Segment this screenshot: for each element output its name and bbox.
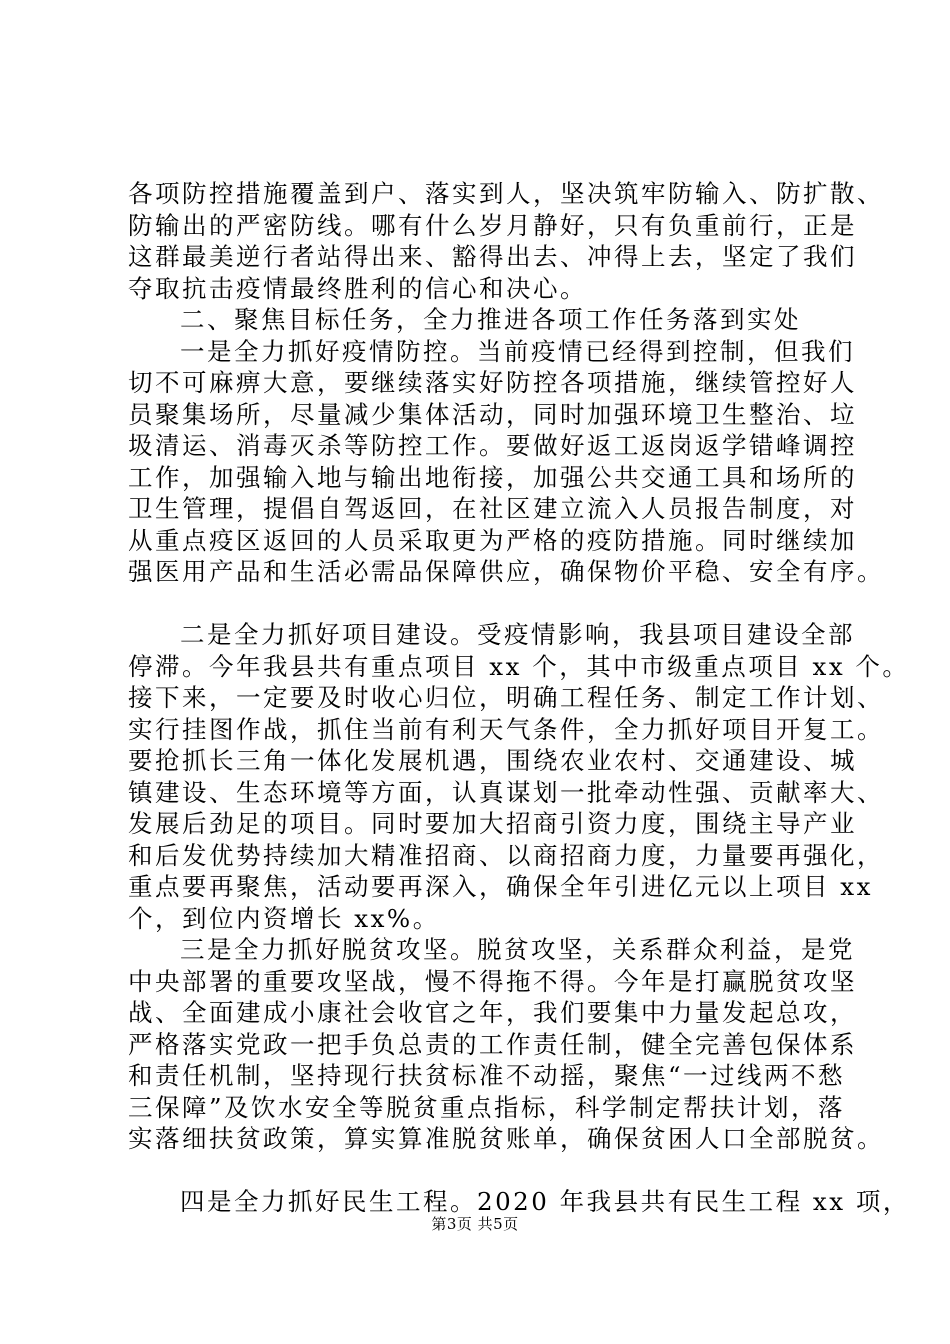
paragraph xyxy=(128,966,884,1155)
text-line: 实行挂图作战，抓住当前有利天气条件，全力抓好项目开复工。 xyxy=(128,714,884,744)
text-line: 圾清运、消毒灭杀等防控工作。要做好返工返岗返学错峰调控 xyxy=(128,431,857,460)
page-footer xyxy=(0,1213,950,1234)
text-line: 和后发优势持续加大精准招商、以商招商力度，力量要再强化， xyxy=(128,840,884,870)
document-body xyxy=(128,178,910,1218)
page-indicator: 第3页 共5页 xyxy=(431,1215,519,1233)
text-line: 和责任机制，坚持现行扶贫标准不动摇，聚焦“一过线两不愁 xyxy=(128,1061,846,1090)
paragraph-gap xyxy=(128,1155,830,1187)
paragraph xyxy=(128,934,855,966)
text-line: 接下来，一定要及时收心归位，明确工程任务、制定工作计划、 xyxy=(128,683,884,712)
text-line: 严格落实党政一把手负总责的工作责任制，健全完善包保体系 xyxy=(128,1029,857,1059)
paragraph xyxy=(128,619,855,651)
text-line: 镇建设、生态环境等方面，认真谋划一批牵动性强、贡献率大、 xyxy=(128,777,884,807)
text-line: 夺取抗击疫情最终胜利的信心和决心。 xyxy=(128,273,587,303)
text-line: 从重点疫区返回的人员采取更为严格的疫防措施。同时继续加 xyxy=(128,525,857,555)
text-line: 要抢抓长三角一体化发展机遇，围绕农业农村、交通建设、城 xyxy=(128,746,857,775)
text-line: 员聚集场所，尽量减少集体活动，同时加强环境卫生整治、垃 xyxy=(128,399,857,429)
text-line: 卫生管理，提倡自驾返回，在社区建立流入人员报告制度，对 xyxy=(128,494,857,523)
text-line: 三是全力抓好脱贫攻坚。脱贫攻坚，关系群众利益，是党 xyxy=(180,935,855,964)
text-line: 各项防控措施覆盖到户、落实到人，坚决筑牢防输入、防扩散、 xyxy=(128,179,884,208)
text-line: 中央部署的重要攻坚战，慢不得拖不得。今年是打赢脱贫攻坚 xyxy=(128,966,857,996)
paragraph-gap xyxy=(128,588,830,620)
text-line: 三保障”及饮水安全等脱贫重点指标，科学制定帮扶计划，落 xyxy=(128,1092,846,1122)
text-line: 二是全力抓好项目建设。受疫情影响，我县项目建设全部 xyxy=(180,620,855,649)
text-line: 二、聚焦目标任务，全力推进各项工作任务落到实处 xyxy=(180,305,801,334)
paragraph xyxy=(128,367,884,588)
text-line: 实落细扶贫政策，算实算准脱贫账单，确保贫困人口全部脱贫。 xyxy=(128,1124,884,1153)
text-line: 切不可麻痹大意，要继续落实好防控各项措施，继续管控好人 xyxy=(128,368,857,397)
text-line: 强医用产品和生活必需品保障供应，确保物价平稳、安全有序。 xyxy=(128,557,884,586)
text-line: 四是全力抓好民生工程。2020 年我县共有民生工程 xx 项， xyxy=(180,1187,910,1216)
text-line: 防输出的严密防线。哪有什么岁月静好，只有负重前行，正是 xyxy=(128,210,857,240)
paragraph xyxy=(128,304,830,336)
text-line: 个，到位内资增长 xx%。 xyxy=(128,903,440,933)
text-line: 重点要再聚焦，活动要再深入，确保全年引进亿元以上项目 xx xyxy=(128,872,873,901)
text-line: 发展后劲足的项目。同时要加大招商引资力度，围绕主导产业 xyxy=(128,809,857,838)
text-line: 一是全力抓好疫情防控。当前疫情已经得到控制，但我们 xyxy=(180,336,855,366)
text-line: 停滞。今年我县共有重点项目 xx 个，其中市级重点项目 xx 个。 xyxy=(128,651,910,681)
text-line: 这群最美逆行者站得出来、豁得出去、冲得上去，坚定了我们 xyxy=(128,242,857,271)
paragraph xyxy=(128,178,884,304)
paragraph xyxy=(128,651,910,935)
paragraph xyxy=(128,336,855,368)
text-line: 工作，加强输入地与输出地衔接，加强公共交通工具和场所的 xyxy=(128,462,857,492)
text-line: 战、全面建成小康社会收官之年，我们要集中力量发起总攻， xyxy=(128,998,857,1027)
